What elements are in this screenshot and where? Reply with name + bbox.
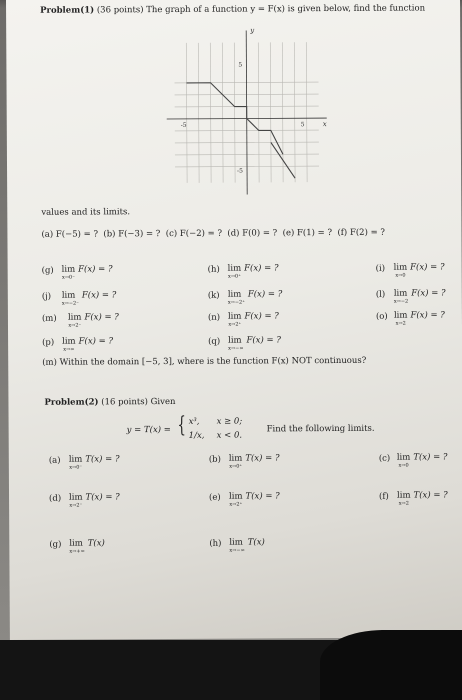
lim-word: lim	[62, 336, 76, 347]
limit-expression	[61, 264, 113, 281]
limit-tag: (f)	[379, 491, 389, 502]
piecewise-lhs: y = T(x) =	[126, 425, 171, 436]
problem1-points: (36 points)	[96, 5, 144, 16]
limit-approach: x→0⁻	[62, 274, 75, 281]
value-f: (f) F(2) = ?	[337, 227, 385, 238]
limit-function: F(x) = ?	[244, 311, 279, 322]
limit-function: T(x) = ?	[85, 454, 120, 465]
lim-word: lim	[69, 492, 83, 503]
limit-approach: x→0⁺	[229, 463, 243, 470]
lim-word: lim	[228, 453, 243, 464]
limit-tag: (b)	[208, 454, 221, 465]
value-a: (a) F(−5) = ?	[41, 229, 99, 240]
lim-word: lim	[396, 452, 411, 463]
limit-approach: x→2⁻	[69, 502, 83, 509]
values-row	[41, 228, 385, 240]
limit-approach: x→0⁺	[228, 273, 241, 280]
limit-expression	[227, 263, 279, 280]
limit-approach: x→−2⁺	[227, 299, 245, 306]
limit-approach: x→−∞	[229, 547, 245, 554]
limit-approach: x→2⁺	[228, 321, 242, 328]
limit-function: F(x) = ?	[78, 336, 114, 347]
limit-tag: (l)	[375, 289, 386, 300]
piecewise-brace: {	[177, 412, 186, 438]
limit-expression	[393, 310, 445, 327]
limit-function: T(x)	[87, 538, 105, 549]
limit-expression	[397, 490, 448, 507]
limit-tag: (h)	[209, 538, 222, 549]
worksheet-page	[6, 0, 462, 640]
lim-word: lim	[397, 490, 411, 501]
problem1-label: Problem(1)	[40, 5, 95, 16]
limit-expression	[396, 452, 448, 469]
limit-expression	[228, 453, 280, 470]
lim-word: lim	[227, 263, 242, 274]
limit-tag: (p)	[42, 337, 55, 348]
limit-approach: x→2⁺	[229, 501, 243, 508]
tick-label-y-pos: 5	[238, 61, 243, 69]
limit-approach: x→−2⁻	[61, 300, 79, 307]
limit-tag: (e)	[209, 492, 221, 503]
limit-tag: (o)	[375, 311, 388, 322]
limit-tag: (d)	[49, 493, 62, 504]
limit-tag: (n)	[207, 312, 221, 323]
limit-function: T(x) = ?	[245, 453, 280, 464]
shadow-shape	[320, 630, 462, 700]
limit-approach: x→0⁻	[69, 464, 83, 471]
lim-word: lim	[67, 312, 82, 323]
limit-expression	[62, 336, 114, 353]
limit-function: T(x) = ?	[85, 492, 120, 503]
problem2-header	[44, 397, 175, 408]
limit-approach: x→∞	[63, 346, 75, 353]
value-c: (c) F(−2) = ?	[165, 228, 223, 240]
y-axis-label: y	[250, 26, 255, 35]
limit-function: F(x) = ?	[410, 310, 445, 321]
limit-approach: x→2	[395, 320, 406, 327]
lim-word: lim	[61, 290, 76, 301]
limit-expression	[227, 289, 283, 306]
limit-expression	[393, 262, 445, 279]
lim-word: lim	[69, 538, 83, 549]
limit-function: F(x) = ?	[410, 262, 445, 273]
limit-function: F(x) = ?	[246, 335, 281, 346]
limit-approach: x→−2	[393, 298, 409, 305]
values-text: values and its limits.	[41, 207, 131, 218]
limit-approach: x→−∞	[228, 345, 244, 352]
value-b: (b) F(−3) = ?	[103, 229, 161, 240]
limit-tag: (g)	[49, 539, 62, 550]
limit-tag: (j)	[41, 291, 52, 302]
limit-expression	[229, 537, 265, 554]
function-graph	[156, 22, 337, 203]
limit-tag: (m)	[41, 313, 57, 324]
limit-expression	[393, 288, 446, 305]
limit-approach: x→0	[398, 462, 409, 469]
lim-word: lim	[229, 537, 243, 548]
limit-function: T(x)	[247, 537, 265, 548]
value-e: (e) F(1) = ?	[282, 228, 333, 239]
limit-expression	[69, 492, 120, 509]
limit-tag: (i)	[375, 263, 386, 274]
limit-expression	[69, 538, 105, 555]
limit-function: F(x) = ?	[78, 264, 113, 275]
lim-word: lim	[227, 289, 242, 300]
lim-word: lim	[227, 311, 242, 322]
tick-label-x-pos: 5	[300, 121, 305, 129]
lim-word: lim	[68, 454, 83, 465]
limit-tag: (a)	[48, 455, 61, 466]
limit-function: T(x) = ?	[413, 452, 448, 463]
limit-function: F(x) = ?	[247, 289, 283, 300]
limit-expression	[228, 335, 281, 352]
limit-function: F(x) = ?	[84, 312, 119, 323]
problem1-header	[40, 3, 425, 15]
piecewise-case2-cond: x < 0.	[216, 430, 243, 441]
limit-expression	[227, 311, 279, 328]
problem2-given: Given	[150, 396, 176, 408]
limit-expression	[68, 454, 120, 471]
limit-function: F(x) = ?	[244, 263, 279, 274]
limit-tag: (q)	[208, 336, 221, 347]
lim-word: lim	[393, 262, 408, 273]
continuity-question: (m) Within the domain [−5, 3], where is the function F(x) NOT continuous?	[42, 355, 367, 368]
tick-label-x-neg: -5	[180, 121, 187, 129]
limit-approach: x→2	[398, 500, 409, 507]
limit-function: T(x) = ?	[413, 490, 448, 501]
problem1-text: The graph of a function y = F(x) is given below, find the function	[146, 3, 426, 16]
limit-approach: x→+∞	[69, 548, 85, 555]
problem2-label: Problem(2)	[44, 397, 99, 408]
x-axis-label: x	[322, 120, 327, 129]
limit-function: F(x) = ?	[81, 290, 117, 301]
limit-expression	[67, 312, 119, 329]
lim-word: lim	[61, 264, 76, 275]
lim-word: lim	[393, 288, 408, 299]
problem2-points: (16 points)	[101, 397, 148, 408]
limit-approach: x→2⁻	[68, 322, 82, 329]
limit-tag: (h)	[207, 264, 220, 275]
value-d: (d) F(0) = ?	[227, 228, 278, 239]
piecewise-case1-cond: x ≥ 0;	[216, 416, 243, 427]
lim-word: lim	[228, 335, 242, 346]
limit-function: T(x) = ?	[245, 491, 280, 502]
lim-word: lim	[229, 491, 243, 502]
tick-label-y-neg: -5	[237, 167, 243, 175]
piecewise-case2-expr: 1/x,	[188, 430, 205, 441]
limit-tag: (k)	[207, 290, 220, 301]
lim-word: lim	[393, 310, 408, 321]
limit-expression	[61, 290, 117, 307]
problem2-instruction: Find the following limits.	[266, 423, 375, 435]
limit-function: F(x) = ?	[411, 288, 446, 299]
limit-tag: (c)	[378, 453, 391, 464]
limit-tag: (g)	[41, 265, 54, 276]
piecewise-case1-expr: x³,	[188, 416, 200, 427]
limit-approach: x→0	[395, 272, 406, 279]
limit-expression	[229, 491, 280, 508]
